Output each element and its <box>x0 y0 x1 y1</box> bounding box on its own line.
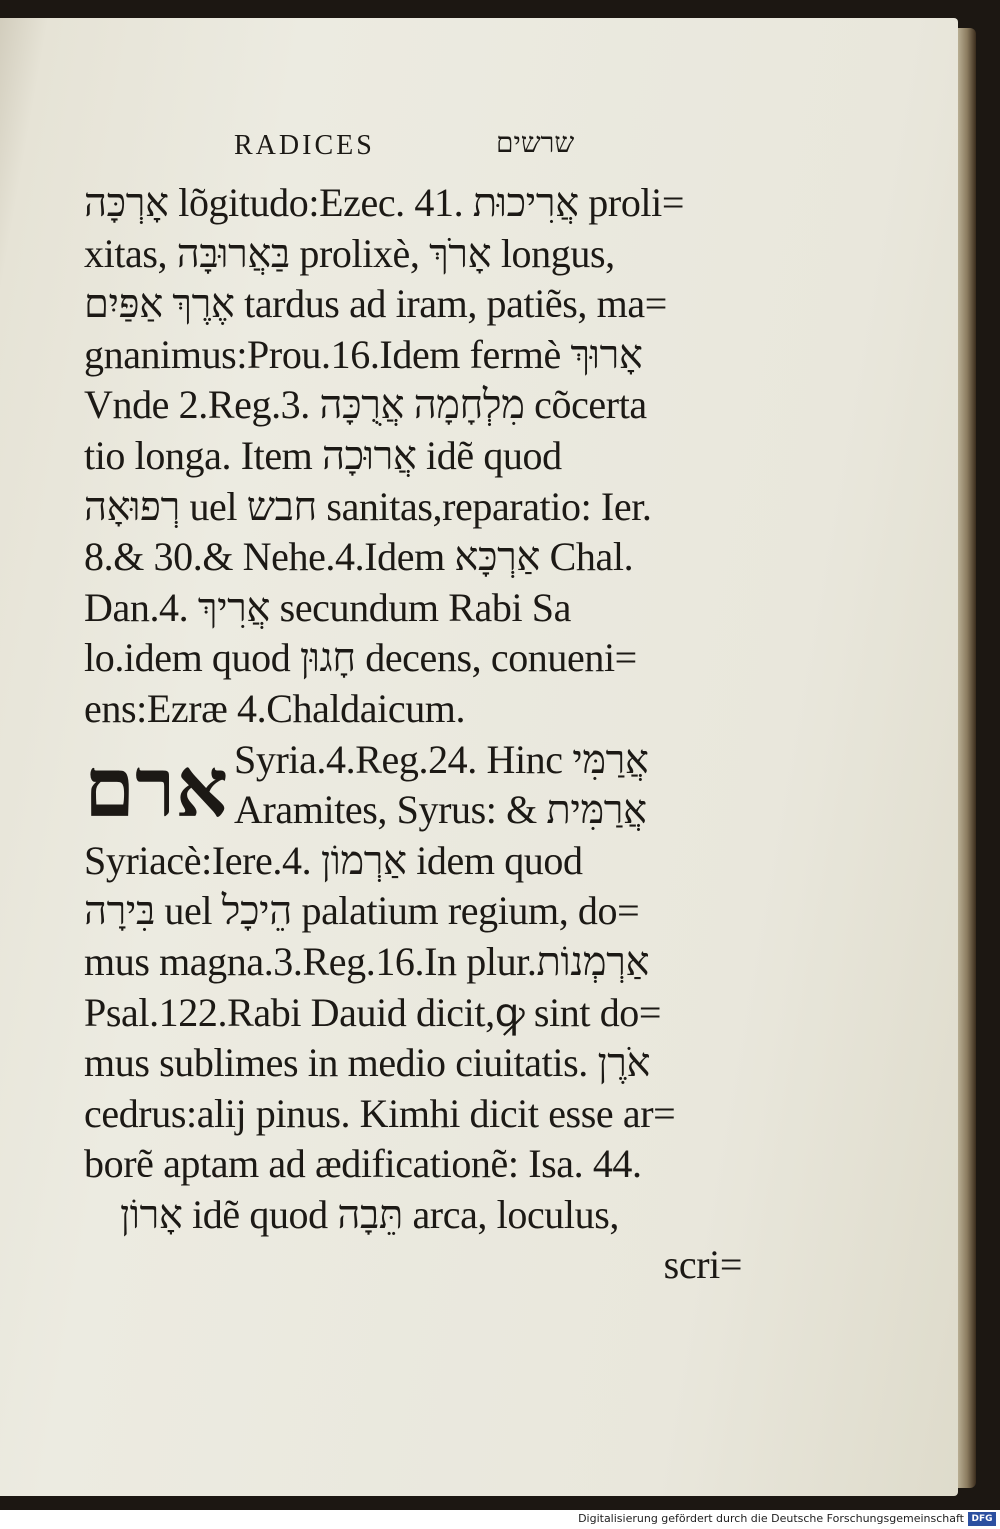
text-line: Vnde 2.Reg.3. מִלְחָמָה אֲרֻכָּה cõcerta <box>84 382 647 428</box>
text-block <box>84 122 754 1291</box>
text-line: xitas, בַּאֲרוּבָּה prolixè, אָרֹךְ longus, <box>84 230 615 276</box>
text-line: mus magna.3.Reg.16.In plur.אַרְמְנוֹת <box>84 938 650 984</box>
text-line: gnanimus:Prou.16.Idem fermè אָרוּךְ <box>84 331 643 377</box>
running-head-latin: RADICES <box>234 130 375 161</box>
text-line: 8.& 30.& Nehe.4.Idem אַרְכָּא Chal. <box>84 534 634 580</box>
text-line: בִּירָה uel הֵיכָל palatium regium, do= <box>84 888 640 934</box>
text-line: tio longa. Item אֲרוּכָה idẽ quod <box>84 432 562 478</box>
text-line: borẽ aptam ad ædificationẽ: Isa. 44. <box>84 1141 642 1187</box>
footer-bar <box>0 1510 1000 1529</box>
text-line: רְפוּאָה uel חבש sanitas,reparatio: Ier. <box>84 483 652 529</box>
book-page <box>0 18 958 1496</box>
text-line: lo.idem quod חָגוּן decens, conueni= <box>84 635 637 681</box>
entry-headword: ארם <box>84 743 229 834</box>
text-line: Syria.4.Reg.24. Hinc אֲרַמִּי <box>234 736 649 782</box>
text-line: cedrus:alij pinus. Kimhi dicit esse ar= <box>84 1090 676 1136</box>
dfg-logo[interactable]: DFG <box>968 1512 996 1526</box>
text-line: Syriacè:Iere.4. אַרְמוֹן idem quod <box>84 837 583 883</box>
text-line: אֶרֶךְ אַפַּיִם tardus ad iram, patiẽs, ma= <box>84 281 667 327</box>
text-line: אָרוֹן idẽ quod תֵּבָה arca, loculus, <box>120 1191 619 1237</box>
running-head <box>84 122 754 178</box>
text-line: Dan.4. אֲרִיךְ secundum Rabi Sa <box>84 584 571 630</box>
text-line: אָרְכָּה lõgitudo:Ezec. 41. אֲרִיכוּת proli= <box>84 180 685 225</box>
text-line: ens:Ezræ 4.Chaldaicum. <box>84 685 466 731</box>
catchword: scri= <box>663 1242 742 1288</box>
text-line: Aramites, Syrus: & אֲרַמִּית <box>234 787 647 833</box>
text-line: Psal.122.Rabi Dauid dicit,ꝙ sint do= <box>84 989 662 1035</box>
footer-credit: Digitalisierung gefördert durch die Deutsche Forschungsgemeinschaft <box>578 1512 964 1525</box>
text-line: mus sublimes in medio ciuitatis. אֹרֶן <box>84 1040 651 1086</box>
running-head-hebrew: שרשים <box>496 128 575 159</box>
